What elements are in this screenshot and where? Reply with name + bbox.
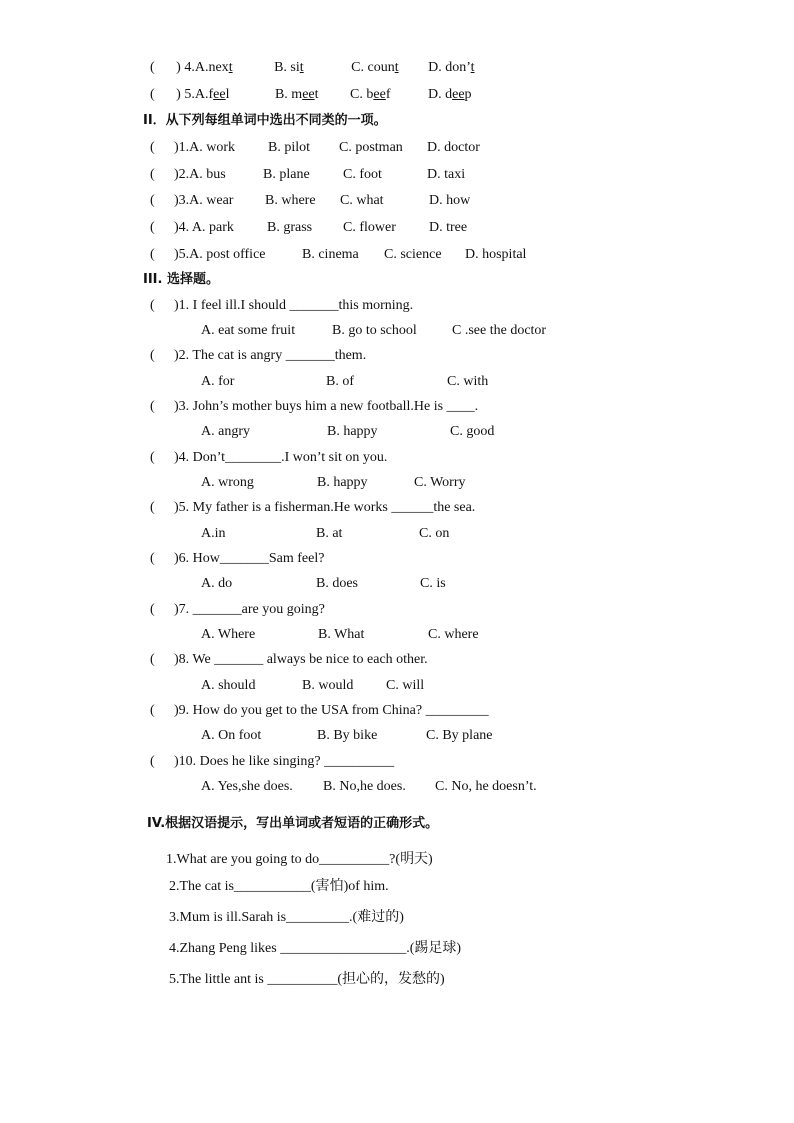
option-d: D. taxi <box>427 167 466 182</box>
mc-question-6: ( )6. How_______Sam feel? <box>150 551 325 566</box>
option-b: B. does <box>316 576 358 591</box>
fill-in-1: 1.What are you going to do__________?(明天) <box>166 852 433 867</box>
option-d: D. how <box>429 193 471 208</box>
option-a: A. Yes,she does. <box>201 779 293 794</box>
mc-question-4: ( )4. Don’t________.I won’t sit on you. <box>150 450 388 465</box>
mc-question-9: ( )9. How do you get to the USA from China? _________ <box>150 703 489 718</box>
section-heading-2: II．从下列每组单词中选出不同类的一项。 <box>143 113 387 128</box>
odd-one-out-2: ( )2.A. bus <box>150 167 226 182</box>
option-c: C. By plane <box>426 728 493 743</box>
mc-question-10: ( )10. Does he like singing? __________ <box>150 754 395 769</box>
option-b: B. plane <box>263 167 310 182</box>
option-b: B. By bike <box>317 728 378 743</box>
option-a: A. Where <box>201 627 256 642</box>
option-c: C. Worry <box>414 475 466 490</box>
option-d: D. tree <box>429 220 468 235</box>
option-a: A. wrong <box>201 475 254 490</box>
option-c: C. foot <box>343 167 382 182</box>
option-b: B. grass <box>267 220 313 235</box>
section-heading-4: IV.根据汉语提示，写出单词或者短语的正确形式。 <box>147 816 439 831</box>
odd-one-out-4: ( )4. A. park <box>150 220 234 235</box>
option-b: B. of <box>326 374 354 389</box>
mc-question-1: ( )1. I feel ill.I should _______this morning. <box>150 298 414 313</box>
pron-q5: ( ) 5.A.feel B. meet C. beef D. deep <box>150 87 472 102</box>
section-heading-3: III. 选择题。 <box>143 272 219 287</box>
option-a: A. for <box>201 374 235 389</box>
option-a: A. On foot <box>201 728 262 743</box>
mc-question-2: ( )2. The cat is angry _______them. <box>150 348 367 363</box>
fill-in-4: 4.Zhang Peng likes __________________.(踢足球) <box>169 941 462 956</box>
option-c: C. postman <box>339 140 403 155</box>
option-c: C. good <box>450 424 495 439</box>
odd-one-out-1: ( )1.A. work <box>150 140 236 155</box>
fill-in-2: 2.The cat is___________(害怕)of him. <box>169 879 389 894</box>
option-c: C. No, he doesn’t. <box>435 779 537 794</box>
option-c: C. on <box>419 526 450 541</box>
mc-question-8: ( )8. We _______ always be nice to each other. <box>150 652 428 667</box>
mc-question-5: ( )5. My father is a fisherman.He works ______the sea. <box>150 500 476 515</box>
option-c: C. with <box>447 374 489 389</box>
fill-in-3: 3.Mum is ill.Sarah is_________.(难过的) <box>169 910 404 925</box>
option-b: B. happy <box>317 475 368 490</box>
option-d: D. doctor <box>427 140 480 155</box>
option-a: A. eat some fruit <box>201 323 296 338</box>
odd-one-out-3: ( )3.A. wear <box>150 193 234 208</box>
fill-in-5: 5.The little ant is __________(担心的，发愁的) <box>169 972 445 987</box>
option-a: A. should <box>201 678 256 693</box>
option-b: B. go to school <box>332 323 417 338</box>
option-a: A.in <box>201 526 226 541</box>
option-c: C. where <box>428 627 479 642</box>
option-c: C. is <box>420 576 446 591</box>
option-b: B. What <box>318 627 365 642</box>
pron-q4: ( ) 4.A.next B. sit C. count D. don’t <box>150 60 475 75</box>
option-b: B. would <box>302 678 354 693</box>
option-b: B. pilot <box>268 140 311 155</box>
option-b: B. No,he does. <box>323 779 406 794</box>
option-a: A. angry <box>201 424 250 439</box>
option-c: C. what <box>340 193 384 208</box>
option-c: C .see the doctor <box>452 323 547 338</box>
option-c: C. science <box>384 247 442 262</box>
option-d: D. hospital <box>465 247 527 262</box>
option-b: B. where <box>265 193 316 208</box>
option-c: C. flower <box>343 220 396 235</box>
option-c: C. will <box>386 678 425 693</box>
option-b: B. happy <box>327 424 378 439</box>
option-b: B. at <box>316 526 343 541</box>
option-b: B. cinema <box>302 247 359 262</box>
option-a: A. do <box>201 576 233 591</box>
mc-question-7: ( )7. _______are you going? <box>150 602 325 617</box>
mc-question-3: ( )3. John’s mother buys him a new football.He is ____. <box>150 399 479 414</box>
odd-one-out-5: ( )5.A. post office <box>150 247 266 262</box>
